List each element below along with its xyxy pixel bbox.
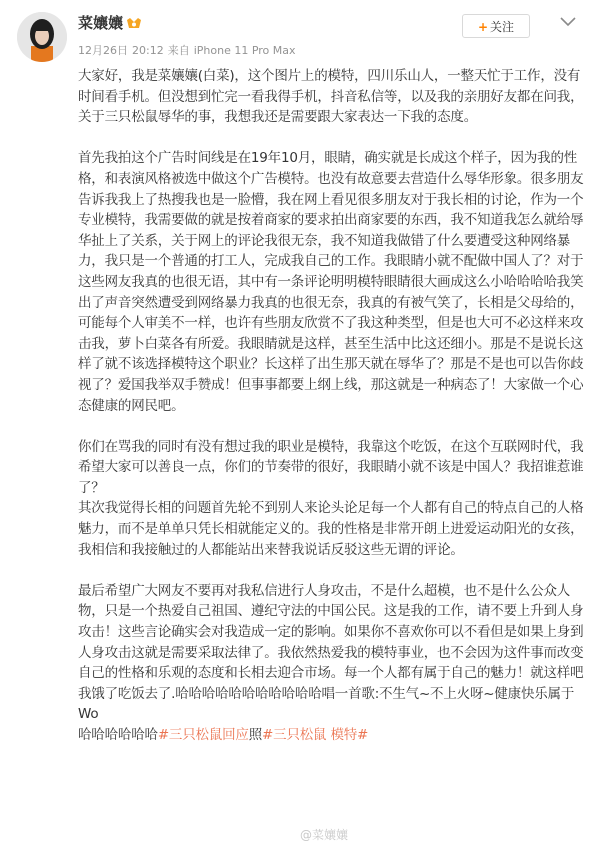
- post-device: iPhone 11 Pro Max: [193, 44, 296, 57]
- plus-icon: +: [477, 20, 489, 34]
- post-paragraph-profession: 你们在骂我的同时有没有想过我的职业是模特，我靠这个吃饭，在这个互联网时代，我希望大家可以善良一点，你们的节奏带的很好，我眼睛小就不该是中国人？我招谁惹谁了？: [78, 438, 584, 496]
- post-paragraph-personality: 其次我觉得长相的问题首先轮不到别人来论头论足每一个人都有自己的特点自己的人格魅力，而不是单单只凭长相就能定义的。我的性格是非常开朗上进爱运动阳光的女孩，我相信和我接触过的人都能站出来替我说话反驳这些无谓的评论。: [78, 500, 584, 558]
- author-name[interactable]: 菜孃孃: [78, 14, 124, 32]
- post-header: [0, 0, 598, 66]
- post-final-line: [78, 725, 586, 746]
- topic-cut-text: 照: [248, 727, 263, 743]
- chevron-down-icon[interactable]: [559, 16, 577, 28]
- topic-link-response[interactable]: #三只松鼠回应: [157, 727, 249, 743]
- follow-label: 关注: [490, 20, 515, 34]
- vip-badge-icon[interactable]: [125, 16, 143, 30]
- topic-link-model[interactable]: #三只松鼠 模特#: [262, 727, 369, 743]
- laugh-text: 哈哈哈哈哈哈: [78, 727, 158, 743]
- follow-button[interactable]: [462, 14, 530, 38]
- post-date[interactable]: 12月26日: [78, 44, 128, 57]
- watermark: @菜孃孃: [300, 828, 349, 842]
- avatar[interactable]: [17, 12, 67, 62]
- post-paragraph-explanation: 首先我拍这个广告时间线是在19年10月，眼睛，确实就是长成这个样子，因为我的性格，和表演风格被选中做这个广告模特。也没有故意要去营造什么辱华形象。很多朋友告诉我我上了热搜我也是一脸懵，我在网上看见很多朋友对于我长相的讨论，作为一个专业模特，我需要做的就是按着商家的要求拍出商家要的东西，我不知道我怎么就给辱华扯上了关系，关于网上的评论我很无奈，我不知道我做错了什么要遭受这种网络暴力，我只是一个普通的打工人，完成我自己的工作。我眼睛小就不配做中国人了？对于这些网友我真的也很无语，其中有一条评论明明模特眼睛很大画成这么小哈哈哈哈我笑出了声音突然遭受到网络暴力我真的也很无奈，我真的有被气笑了，长相是父母给的，可能每个人审美不一样，也许有些朋友欣赏不了我这种类型，但是也大可不必这样来攻击我，萝卜白菜各有所爱。我眼睛就是这样，甚至生活中比这还细小。那是不是说长这样了就不该选择模特这个职业？长这样了出生那天就在辱华了？那是不是也可以告你歧视了？爱国我举双手赞成！但事事都要上纲上线，那这就是一种病态了！大家做一个心态健康的网民吧。: [78, 150, 584, 414]
- post-paragraph-intro: 大家好，我是菜孃孃(白菜)，这个图片上的模特，四川乐山人，一整天忙于工作，没有时间看手机。但没想到忙完一看我得手机，抖音私信等，以及我的亲朋好友都在问我，关于三只松鼠辱华的事，我想我还是需要跟大家表达一下我的态度。: [78, 68, 584, 126]
- avatar-photo: [17, 12, 67, 62]
- post-paragraph-conclusion: 最后希望广大网友不要再对我私信进行人身攻击，不是什么超模，也不是什么公众人物，只是一个热爱自己祖国、遵纪守法的中国公民。这是我的工作，请不要上升到人身攻击！这些言论确实会对我造成一定的影响。如果你不喜欢你可以不看但是如果上身到人身攻击这就是需要采取法律了。我依然热爱我的模特事业，也不会因为这件事而改变自己的性格和乐观的态度和长相去迎合市场。每一个人都有属于自己的魅力！就这样吧我饿了吃饭去了.哈哈哈哈哈哈哈哈哈哈哈唱一首歌:不生气~不上火呀~健康快乐属于Wo: [78, 582, 584, 723]
- post-content: [78, 66, 586, 746]
- post-meta: [78, 44, 300, 58]
- post-via-prefix: 来自: [167, 44, 190, 57]
- post-time[interactable]: 20:12: [132, 44, 164, 57]
